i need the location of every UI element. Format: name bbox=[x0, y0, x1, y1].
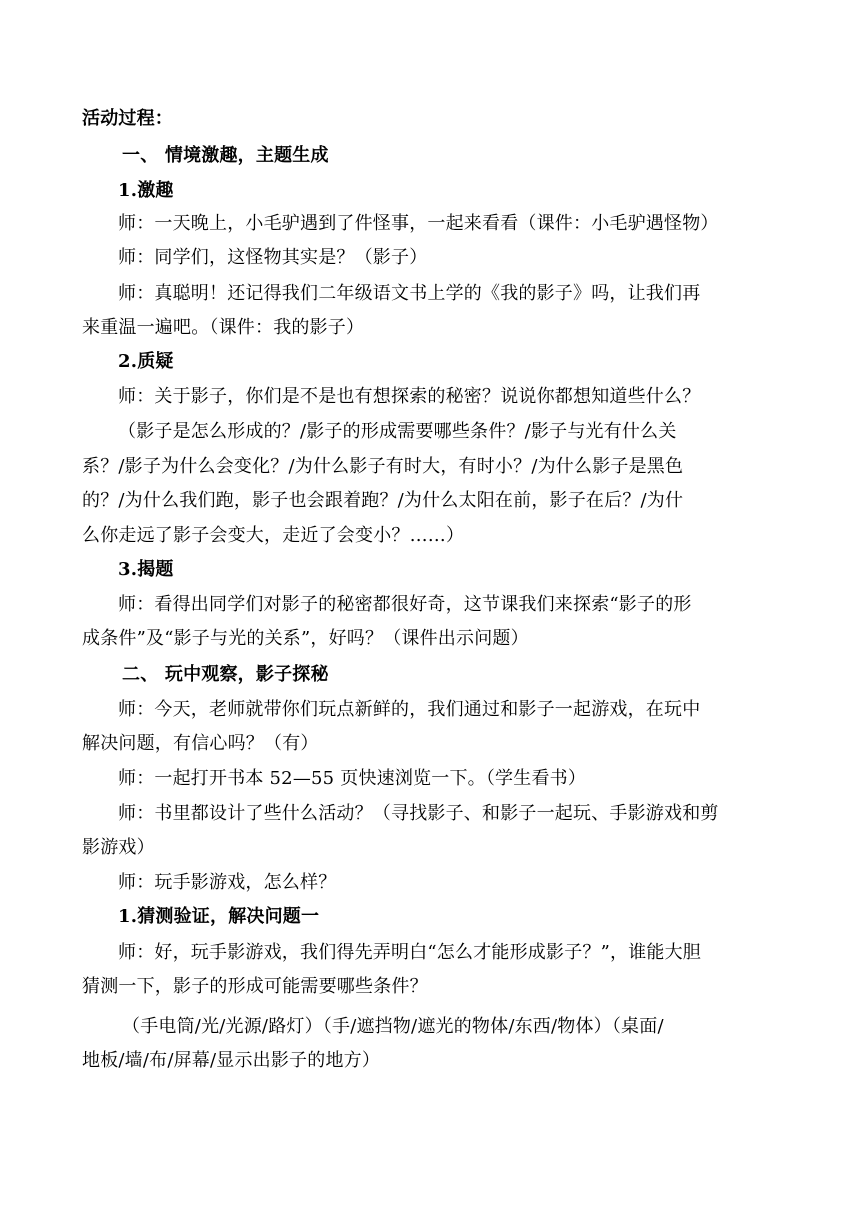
paragraph-line: 师：好，玩手影游戏，我们得先弄明白“怎么才能形成影子？”，谁能大胆 bbox=[118, 942, 702, 963]
subheading-jieti: 3.揭题 bbox=[118, 559, 174, 580]
paragraph-line: 师：一天晚上，小毛驴遇到了件怪事，一起来看看（课件：小毛驴遇怪物） bbox=[118, 213, 719, 234]
paragraph-line: 师：今天，老师就带你们玩点新鲜的，我们通过和影子一起游戏，在玩中 bbox=[118, 699, 701, 720]
paragraph-line: （手电筒/光/光源/路灯）（手/遮挡物/遮光的物体/东西/物体）（桌面/ bbox=[122, 1016, 664, 1037]
paragraph-line: 影游戏） bbox=[82, 837, 155, 858]
subheading-guess-verify: 1.猜测验证，解决问题一 bbox=[118, 906, 320, 927]
subheading-zhiyi: 2.质疑 bbox=[118, 351, 174, 372]
paragraph-line: 的？/为什么我们跑，影子也会跟着跑？/为什么太阳在前，影子在后？/为什 bbox=[82, 490, 684, 511]
paragraph-line: 师：书里都设计了些什么活动？（寻找影子、和影子一起玩、手影游戏和剪 bbox=[118, 803, 719, 824]
paragraph-line: （影子是怎么形成的？/影子的形成需要哪些条件？/影子与光有什么关 bbox=[118, 421, 677, 442]
paragraph-line: 师：一起打开书本 52—55 页快速浏览一下。（学生看书） bbox=[118, 768, 587, 789]
paragraph-line: 来重温一遍吧。（课件：我的影子） bbox=[82, 317, 365, 338]
paragraph-line: 系？/影子为什么会变化？/为什么影子有时大，有时小？/为什么影子是黑色 bbox=[82, 456, 684, 477]
paragraph-line: 师：玩手影游戏，怎么样？ bbox=[118, 872, 337, 893]
paragraph-line: 解决问题，有信心吗？（有） bbox=[82, 733, 319, 754]
paragraph-line: 么你走远了影子会变大，走近了会变小？……） bbox=[82, 525, 465, 546]
paragraph-line: 师：同学们，这怪物其实是？（影子） bbox=[118, 247, 428, 268]
subheading-jiqu: 1.激趣 bbox=[118, 180, 174, 201]
section-one-heading: 一、 情境激趣，主题生成 bbox=[122, 145, 329, 166]
paragraph-line: 猜测一下，影子的形成可能需要哪些条件？ bbox=[82, 976, 428, 997]
paragraph-line: 师：关于影子，你们是不是也有想探索的秘密？说说你都想知道些什么？ bbox=[118, 386, 701, 407]
paragraph-line: 地板/墙/布/屏幕/显示出影子的地方） bbox=[82, 1050, 381, 1071]
paragraph-line: 师：真聪明！还记得我们二年级语文书上学的《我的影子》吗，让我们再 bbox=[118, 283, 701, 304]
paragraph-line: 成条件”及“影子与光的关系”，好吗？（课件出示问题） bbox=[82, 628, 529, 649]
section-two-heading: 二、 玩中观察，影子探秘 bbox=[122, 664, 329, 685]
activity-process-heading: 活动过程： bbox=[82, 108, 173, 129]
paragraph-line: 师：看得出同学们对影子的秘密都很好奇，这节课我们来探索“影子的形 bbox=[118, 594, 692, 615]
